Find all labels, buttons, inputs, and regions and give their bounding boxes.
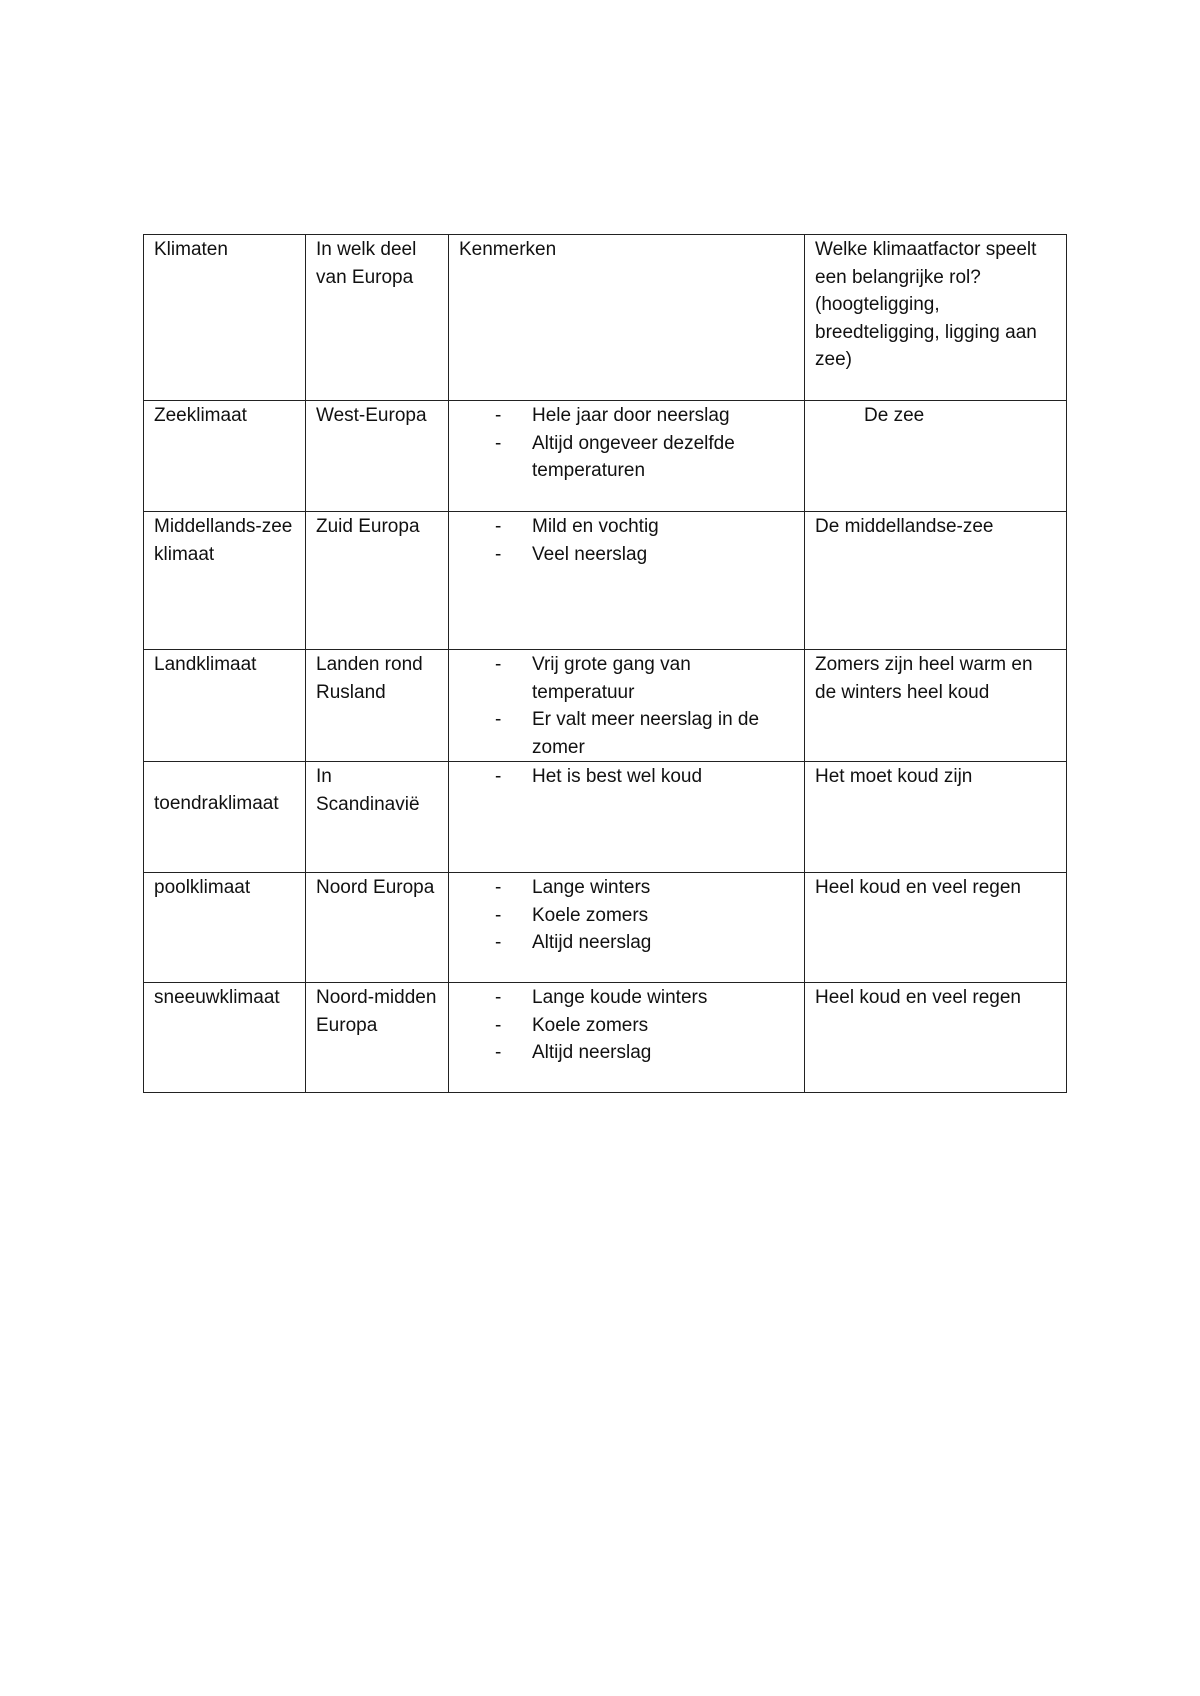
climate-features [449, 401, 805, 512]
climate-factor [805, 401, 1067, 512]
table-row [144, 401, 1067, 512]
climate-name-text: Middellands-zee klimaat [154, 516, 293, 565]
factor-text: Zomers zijn heel warm en de winters heel koud [815, 654, 1033, 703]
climate-region [306, 650, 449, 762]
table-row [144, 762, 1067, 873]
factor-text: De zee [864, 405, 925, 426]
feature-text: Vrij grote gang van temperatuur [532, 654, 691, 703]
feature-text: Het is best wel koud [532, 766, 703, 787]
climate-factor [805, 762, 1067, 873]
factor-text: De middellandse-zee [815, 516, 994, 537]
climate-region-text: Landen rond Rusland [316, 654, 423, 703]
climate-factor [805, 873, 1067, 983]
climate-features [449, 762, 805, 873]
header-row [144, 235, 1067, 401]
header-deel [306, 235, 449, 401]
list-item: - Hele jaar door neerslag [495, 405, 730, 426]
feature-text: Lange koude winters [532, 987, 708, 1008]
climate-region-text: Zuid Europa [316, 516, 420, 537]
header-kenmerken-text: Kenmerken [459, 239, 557, 260]
feature-text: Altijd neerslag [532, 1042, 652, 1063]
list-item: - Altijd neerslag [495, 932, 652, 953]
feature-text: Er valt meer neerslag in de zomer [532, 709, 760, 758]
climate-region-text: West-Europa [316, 405, 427, 426]
header-kenmerken [449, 235, 805, 401]
list-item: - Altijd ongeveer dezelfde temperaturen [495, 432, 735, 481]
list-item: - Koele zomers [495, 1014, 649, 1036]
climate-name-text: sneeuwklimaat [154, 987, 280, 1008]
factor-text: Het moet koud zijn [815, 766, 973, 787]
header-deel-text: In welk deel van Europa [316, 239, 417, 288]
list-item: - Lange winters [495, 877, 651, 898]
list-item: - Vrij grote gang van temperatuur [495, 654, 691, 703]
table-row [144, 983, 1067, 1093]
table-row [144, 650, 1067, 762]
climate-factor [805, 650, 1067, 762]
climate-features [449, 512, 805, 650]
climate-name [144, 873, 306, 983]
climate-name [144, 650, 306, 762]
climate-name [144, 762, 306, 873]
climate-features [449, 650, 805, 762]
climate-factor [805, 983, 1067, 1093]
feature-text: Koele zomers [532, 904, 649, 926]
climate-region [306, 983, 449, 1093]
factor-text: Heel koud en veel regen [815, 987, 1021, 1008]
climate-region-text: Noord Europa [316, 877, 435, 898]
list-item: - Er valt meer neerslag in de zomer [495, 709, 760, 758]
header-klimaten-text: Klimaten [154, 239, 228, 260]
feature-text: Mild en vochtig [532, 516, 659, 537]
feature-text: Koele zomers [532, 1014, 649, 1036]
climate-region [306, 873, 449, 983]
climate-name-text: toendraklimaat [154, 793, 279, 814]
climate-factor [805, 512, 1067, 650]
climate-name [144, 401, 306, 512]
climate-features [449, 983, 805, 1093]
list-item: - Veel neerslag [495, 543, 648, 565]
feature-text: Lange winters [532, 877, 651, 898]
climate-features [449, 873, 805, 983]
feature-text: Altijd ongeveer dezelfde temperaturen [532, 432, 735, 481]
header-factor [805, 235, 1067, 401]
list-item: - Mild en vochtig [495, 516, 659, 537]
climate-region-text: Noord-midden Europa [316, 987, 437, 1036]
list-item: - Het is best wel koud [495, 766, 703, 787]
table-row [144, 873, 1067, 983]
climate-name [144, 983, 306, 1093]
climate-region [306, 512, 449, 650]
climate-region-text: In Scandinavië [316, 766, 420, 815]
climate-name-text: Landklimaat [154, 654, 257, 675]
climate-table [143, 234, 1067, 1093]
list-item: - Lange koude winters [495, 987, 708, 1008]
climate-region [306, 762, 449, 873]
feature-text: Veel neerslag [532, 543, 648, 565]
header-klimaten [144, 235, 306, 401]
climate-name-text: Zeeklimaat [154, 405, 247, 426]
table-row [144, 512, 1067, 650]
climate-name-text: poolklimaat [154, 877, 251, 898]
factor-text: Heel koud en veel regen [815, 877, 1021, 898]
list-item: - Altijd neerslag [495, 1042, 652, 1063]
climate-region [306, 401, 449, 512]
feature-text: Hele jaar door neerslag [532, 405, 730, 426]
header-factor-text: Welke klimaatfactor speelt een belangrijke rol? (hoogteligging, breedteligging, ligging aan zee) [815, 239, 1037, 370]
climate-name [144, 512, 306, 650]
feature-text: Altijd neerslag [532, 932, 652, 953]
list-item: - Koele zomers [495, 904, 649, 926]
